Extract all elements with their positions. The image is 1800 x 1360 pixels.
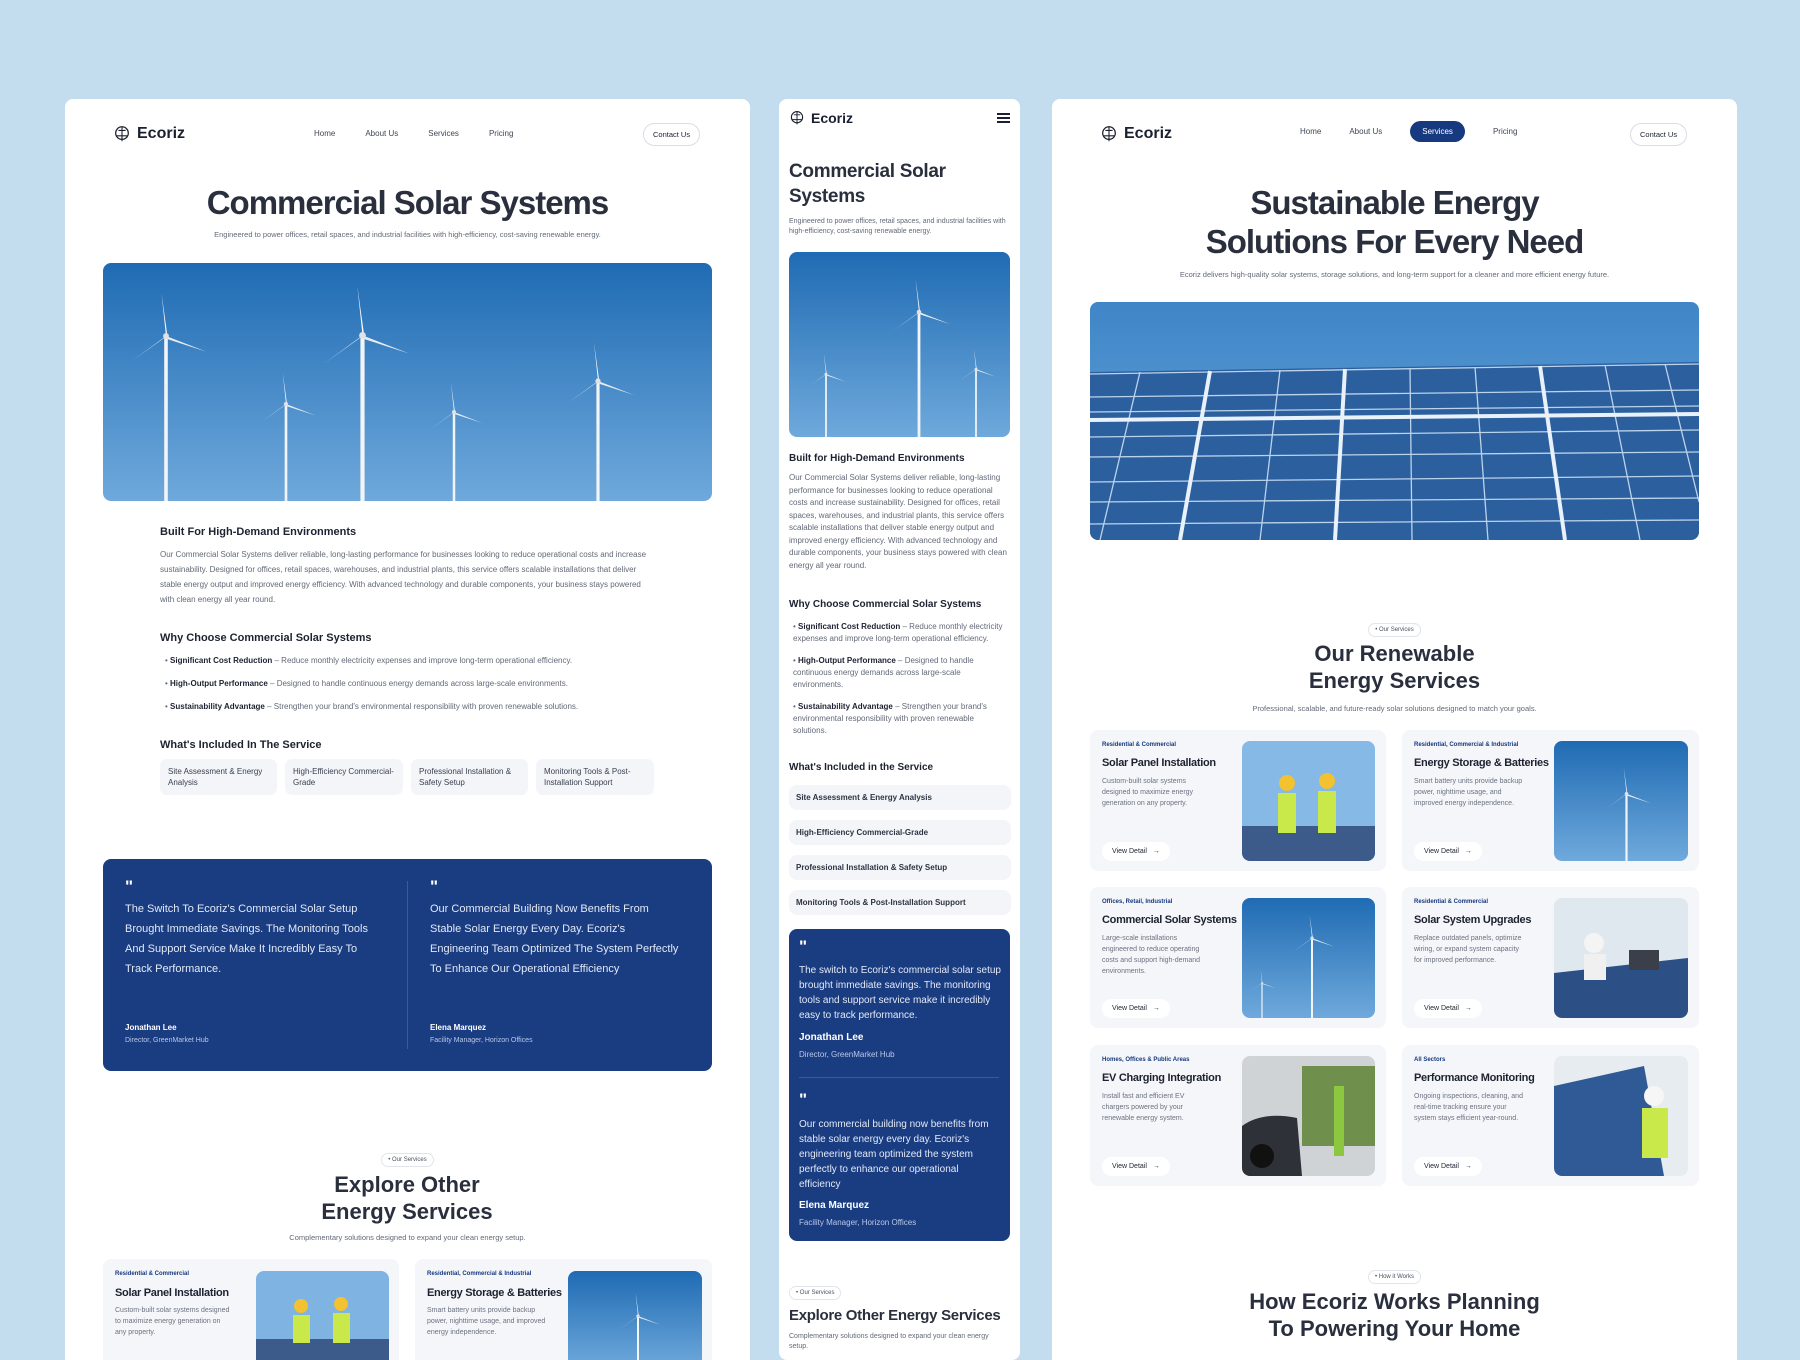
other-services-heading: Explore Other Energy Services bbox=[321, 1172, 493, 1224]
included-chip: High-Efficiency Commercial-Grade bbox=[285, 759, 403, 795]
testimonial-card bbox=[430, 877, 680, 979]
service-card[interactable] bbox=[1090, 1045, 1386, 1186]
why-item: • Sustainability Advantage – Strengthen your brand's environmental responsibility with proven renewable solutions. bbox=[793, 702, 987, 735]
card-title: Solar Panel Installation bbox=[115, 1287, 229, 1299]
brand-logo[interactable] bbox=[1100, 125, 1172, 143]
nav-services[interactable]: Services bbox=[428, 129, 459, 138]
testimonial-role: Director, GreenMarket Hub bbox=[125, 1037, 209, 1044]
arrow-right-icon: → bbox=[1464, 848, 1472, 855]
testimonial-text: The switch to Ecoriz's commercial solar setup brought immediate savings. The monitoring tools and support service make it incredibly easy to track performance. bbox=[799, 965, 1001, 1021]
included-chip: Monitoring Tools & Post-Installation Support bbox=[536, 759, 654, 795]
testimonial-text: Our Commercial Building Now Benefits From Stable Solar Energy Every Day. Ecoriz's Engineering Team Optimized The System Perfectly To Enhance Our Operational Efficiency bbox=[430, 903, 679, 975]
card-tag: Residential & Commercial bbox=[115, 1271, 190, 1277]
nav-about[interactable]: About Us bbox=[365, 129, 399, 138]
quote-icon: " bbox=[125, 877, 134, 896]
card-title: Commercial Solar Systems bbox=[1102, 914, 1237, 926]
why-heading: Why Choose Commercial Solar Systems bbox=[160, 632, 372, 644]
nav-about[interactable]: About Us bbox=[1349, 127, 1383, 136]
arrow-right-icon: → bbox=[1464, 1005, 1472, 1012]
included-chip: Site Assessment & Energy Analysis bbox=[160, 759, 277, 795]
turbine-image bbox=[568, 1271, 702, 1360]
how-it-works-pill: • How it Works bbox=[1368, 1270, 1421, 1284]
services-pill: • Our Services bbox=[789, 1286, 841, 1300]
page-title: Commercial Solar Systems bbox=[789, 161, 946, 207]
ev-charger-image bbox=[1242, 1056, 1375, 1176]
card-title: Performance Monitoring bbox=[1414, 1072, 1535, 1084]
testimonial-role: Facility Manager, Horizon Offices bbox=[799, 1218, 917, 1227]
built-heading: Built For High-Demand Environments bbox=[160, 526, 357, 538]
card-desc: Large-scale installations engineered to reduce operating costs and support high-demand environments. bbox=[1102, 935, 1201, 975]
why-item: • Significant Cost Reduction – Reduce monthly electricity expenses and improve long-term operational efficiency. bbox=[793, 622, 1003, 643]
desktop-service-page bbox=[65, 99, 750, 1360]
brand-logo[interactable] bbox=[789, 110, 853, 126]
hero-wind-turbines-image bbox=[789, 252, 1010, 437]
testimonials-panel bbox=[789, 929, 1010, 1241]
services-pill: • Our Services bbox=[1368, 623, 1420, 637]
contact-button[interactable]: Contact Us bbox=[643, 123, 700, 146]
how-heading-line-2: To Powering Your Home bbox=[1268, 1316, 1521, 1341]
included-heading: What's Included in the Service bbox=[789, 762, 934, 773]
card-tag: Residential, Commercial & Industrial bbox=[427, 1271, 532, 1277]
why-list bbox=[165, 655, 685, 712]
card-title: Solar Panel Installation bbox=[1102, 757, 1216, 769]
logo-icon bbox=[789, 110, 805, 126]
why-item: • High-Output Performance – Designed to handle continuous energy demands across large-scale environments. bbox=[793, 656, 974, 689]
card-desc: Custom-built solar systems designed to maximize energy generation on any property. bbox=[1102, 778, 1194, 807]
turbine-image bbox=[1554, 741, 1688, 861]
page-subtitle: Engineered to power offices, retail spaces, and industrial facilities with high-efficiency, cost-saving renewable energy. bbox=[214, 230, 601, 239]
included-chips bbox=[160, 759, 654, 795]
built-paragraph: Our Commercial Solar Systems deliver reliable, long-lasting performance for businesses looking to reduce operational costs and increase sustainability. Designed for offices, retail spaces, warehouses, and industrial plants, this service offers scalable installations that deliver stable energy output and improved energy efficiency. With advanced technology and durable components, your business stays powered with clean energy all year round. bbox=[789, 473, 1007, 570]
card-desc: Ongoing inspections, cleaning, and real-time tracking ensure your system stays efficient year-round. bbox=[1414, 1093, 1523, 1122]
view-detail-button[interactable]: View Detail → bbox=[1102, 842, 1170, 861]
logo-icon bbox=[113, 125, 131, 143]
page-title-line-1: Sustainable Energy bbox=[1250, 184, 1539, 221]
arrow-right-icon: → bbox=[1152, 848, 1160, 855]
view-detail-button[interactable]: View Detail → bbox=[1102, 1157, 1170, 1176]
testimonial-role: Facility Manager, Horizon Offices bbox=[430, 1037, 533, 1044]
testimonial-author: Elena Marquez bbox=[430, 1023, 487, 1032]
testimonial-divider bbox=[407, 881, 408, 1049]
hero-wind-turbines-image bbox=[103, 263, 712, 501]
mobile-service-page bbox=[779, 99, 1020, 1360]
workers-image bbox=[1242, 741, 1375, 861]
card-desc: Smart battery units provide backup power, nighttime usage, and improved energy independence. bbox=[427, 1307, 546, 1336]
view-detail-button[interactable]: View Detail → bbox=[1414, 1157, 1482, 1176]
page-title: Commercial Solar Systems bbox=[206, 184, 609, 221]
built-heading: Built for High-Demand Environments bbox=[789, 453, 965, 464]
arrow-right-icon: → bbox=[1152, 1163, 1160, 1170]
monitoring-engineer-image bbox=[1554, 1056, 1688, 1176]
desktop-services-overview-page bbox=[1052, 99, 1737, 1360]
arrow-right-icon: → bbox=[1464, 1163, 1472, 1170]
testimonial-author: Elena Marquez bbox=[799, 1200, 870, 1211]
card-tag: Residential, Commercial & Industrial bbox=[1414, 742, 1519, 748]
service-card[interactable] bbox=[1090, 887, 1386, 1028]
card-title: EV Charging Integration bbox=[1102, 1072, 1221, 1084]
included-chip: Site Assessment & Energy Analysis bbox=[789, 785, 1011, 810]
testimonial-author: Jonathan Lee bbox=[799, 1032, 864, 1043]
logo-icon bbox=[1100, 125, 1118, 143]
why-list bbox=[793, 621, 1007, 737]
workers-image bbox=[256, 1271, 389, 1360]
services-pill-wrap bbox=[789, 1281, 841, 1300]
services-pill-wrap bbox=[65, 1148, 750, 1167]
quote-icon: " bbox=[430, 877, 439, 896]
why-heading: Why Choose Commercial Solar Systems bbox=[789, 599, 982, 610]
service-card[interactable] bbox=[415, 1259, 712, 1360]
card-desc: Install fast and efficient EV chargers powered by your renewable energy system. bbox=[1102, 1093, 1185, 1122]
included-chips bbox=[789, 785, 1011, 915]
page-subtitle: Engineered to power offices, retail spaces, and industrial facilities with high-efficiency, cost-saving renewable energy. bbox=[789, 218, 1006, 235]
included-heading: What's Included In The Service bbox=[160, 739, 322, 751]
card-title: Solar System Upgrades bbox=[1414, 914, 1532, 926]
why-item: • High-Output Performance – Designed to handle continuous energy demands across large-scale environments. bbox=[165, 679, 568, 688]
card-tag: Residential & Commercial bbox=[1414, 899, 1489, 905]
brand-name: Ecoriz bbox=[1124, 125, 1173, 142]
hero-solar-panels-image bbox=[1090, 302, 1699, 540]
hamburger-menu-icon[interactable] bbox=[997, 113, 1010, 123]
card-tag: Offices, Retail, Industrial bbox=[1102, 899, 1173, 905]
other-services-subtitle: Complementary solutions designed to expand your clean energy setup. bbox=[789, 1333, 989, 1350]
testimonial-role: Director, GreenMarket Hub bbox=[799, 1050, 895, 1059]
nav-pricing[interactable]: Pricing bbox=[488, 129, 514, 138]
card-title: Energy Storage & Batteries bbox=[427, 1287, 562, 1299]
brand-name: Ecoriz bbox=[811, 110, 854, 126]
testimonial-text: The Switch To Ecoriz's Commercial Solar Setup Brought Immediate Savings. The Monitoring Tools And Support Service Make It Incredibly Easy To Track Performance. bbox=[125, 903, 368, 975]
other-services-subtitle: Complementary solutions designed to expand your clean energy setup. bbox=[289, 1233, 526, 1242]
quote-icon: " bbox=[799, 937, 808, 956]
card-desc: Smart battery units provide backup power, nighttime usage, and improved energy independence. bbox=[1414, 778, 1523, 807]
page-subtitle: Ecoriz delivers high-quality solar systems, storage solutions, and long-term support for a cleaner and more efficient energy future. bbox=[1179, 270, 1610, 279]
contact-button[interactable]: Contact Us bbox=[1630, 123, 1687, 146]
service-card[interactable] bbox=[103, 1259, 399, 1360]
services-heading-line-2: Energy Services bbox=[1308, 668, 1481, 693]
testimonial-card bbox=[125, 877, 387, 979]
nav-home[interactable]: Home bbox=[1300, 127, 1322, 136]
testimonial-author: Jonathan Lee bbox=[125, 1023, 177, 1032]
services-pill: • Our Services bbox=[381, 1153, 433, 1167]
included-chip: Monitoring Tools & Post-Installation Support bbox=[789, 890, 1011, 915]
service-card[interactable] bbox=[1402, 887, 1699, 1028]
arrow-right-icon: → bbox=[1152, 1005, 1160, 1012]
testimonial-divider bbox=[799, 1077, 999, 1078]
card-tag: Residential & Commercial bbox=[1102, 742, 1177, 748]
service-card[interactable] bbox=[1090, 730, 1386, 871]
view-detail-button[interactable]: View Detail → bbox=[1414, 842, 1482, 861]
service-card[interactable] bbox=[1402, 1045, 1699, 1186]
nav-pricing[interactable]: Pricing bbox=[1492, 127, 1518, 136]
card-tag: Homes, Offices & Public Areas bbox=[1102, 1057, 1190, 1063]
how-pill-wrap bbox=[1052, 1265, 1737, 1284]
technician-laptop-image bbox=[1554, 898, 1688, 1018]
services-pill-wrap bbox=[1052, 618, 1737, 637]
main-nav bbox=[314, 124, 513, 143]
included-chip: Professional Installation & Safety Setup bbox=[411, 759, 528, 795]
services-subtitle: Professional, scalable, and future-ready solar solutions designed to match your goals. bbox=[1252, 704, 1537, 713]
testimonials-panel bbox=[103, 859, 712, 1071]
view-detail-button[interactable]: View Detail → bbox=[1414, 999, 1482, 1018]
page-title-line-2: Solutions For Every Need bbox=[1205, 223, 1584, 260]
quote-icon: " bbox=[799, 1090, 808, 1109]
included-chip: High-Efficiency Commercial-Grade bbox=[789, 820, 1011, 845]
brand-name: Ecoriz bbox=[137, 125, 186, 142]
view-detail-button[interactable]: View Detail → bbox=[1102, 999, 1170, 1018]
testimonial-text: Our commercial building now benefits from stable solar energy every day. Ecoriz's engineering team optimized the system perfectly to enhance our operational efficiency bbox=[799, 1119, 989, 1190]
nav-services[interactable]: Services bbox=[1410, 121, 1465, 142]
wind-turbines-image bbox=[1242, 898, 1375, 1018]
service-card[interactable] bbox=[1402, 730, 1699, 871]
why-item: • Sustainability Advantage – Strengthen your brand's environmental responsibility with proven renewable solutions. bbox=[165, 702, 579, 711]
card-desc: Replace outdated panels, optimize wiring, or expand system capacity for improved performance. bbox=[1414, 935, 1522, 964]
card-desc: Custom-built solar systems designed to maximize energy generation on any property. bbox=[115, 1307, 230, 1336]
services-heading-line-1: Our Renewable bbox=[1314, 641, 1475, 666]
other-services-heading: Explore Other Energy Services bbox=[789, 1307, 1001, 1324]
brand-logo[interactable] bbox=[113, 125, 185, 143]
main-nav bbox=[1300, 121, 1517, 142]
built-paragraph: Our Commercial Solar Systems deliver reliable, long-lasting performance for businesses looking to reduce operational costs and increase sustainability. Designed for offices, retail spaces, warehouses, and industrial plants, this service offers scalable installations that deliver stable energy output and improved energy efficiency. With advanced technology and durable components, your business stays powered with clean energy all year round. bbox=[160, 550, 647, 604]
card-tag: All Sectors bbox=[1414, 1057, 1446, 1063]
why-item: • Significant Cost Reduction – Reduce monthly electricity expenses and improve long-term operational efficiency. bbox=[165, 656, 573, 665]
included-chip: Professional Installation & Safety Setup bbox=[789, 855, 1011, 880]
how-heading-line-1: How Ecoriz Works Planning bbox=[1249, 1289, 1540, 1314]
card-title: Energy Storage & Batteries bbox=[1414, 757, 1549, 769]
nav-home[interactable]: Home bbox=[314, 129, 336, 138]
